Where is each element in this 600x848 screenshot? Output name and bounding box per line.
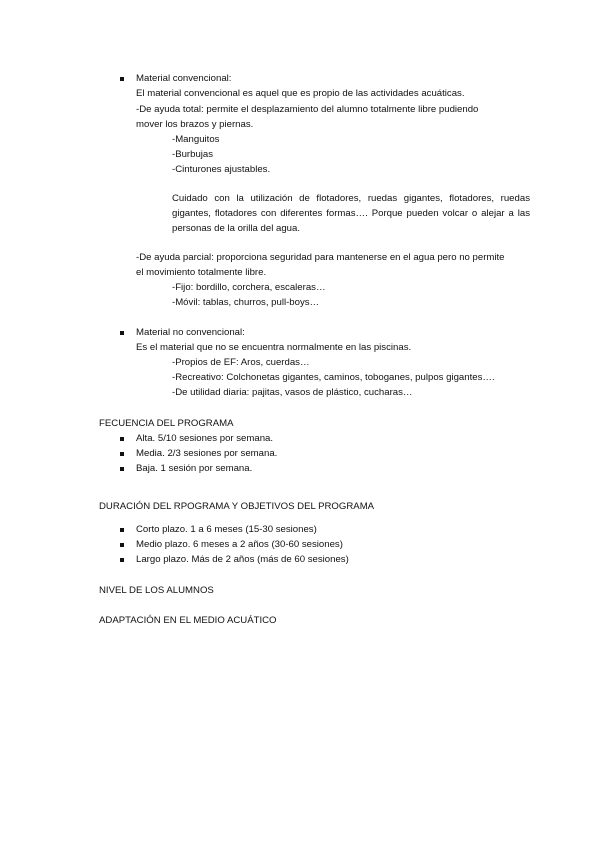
bullet (120, 528, 124, 532)
ayuda-parcial-item: -Móvil: tablas, churros, pull-boys… (172, 297, 320, 308)
bullet (120, 452, 124, 456)
section-heading: DURACIÓN DEL RPOGRAMA Y OBJETIVOS DEL PROGRAMA (99, 501, 375, 512)
warning-paragraph: Cuidado con la utilización de flotadores, ruedas gigantes, flotadores, ruedas gigantes, flotadores con diferentes formas…. Porque pueden volcar o alejar a las personas de la orilla del agua. (172, 193, 530, 234)
section-heading: ADAPTACIÓN EN EL MEDIO ACUÁTICO (99, 615, 277, 626)
ayuda-total-item: -Manguitos (172, 134, 220, 145)
frecuencia-item: Baja. 1 sesión por semana. (136, 463, 253, 474)
ayuda-parcial-line1: -De ayuda parcial: proporciona seguridad para mantenerse en el agua pero no permite (136, 252, 505, 263)
duracion-item: Corto plazo. 1 a 6 meses (15-30 sesiones) (136, 524, 317, 535)
material-no-convencional-title: Material no convencional: (136, 327, 245, 338)
duracion-item: Medio plazo. 6 meses a 2 años (30-60 sesiones) (136, 539, 343, 550)
no-convencional-item: -De utilidad diaria: pajitas, vasos de plástico, cucharas… (172, 387, 413, 398)
material-no-convencional-definition: Es el material que no se encuentra normalmente en las piscinas. (136, 342, 412, 353)
section-heading: FECUENCIA DEL PROGRAMA (99, 418, 234, 429)
bullet (120, 331, 124, 335)
duracion-item: Largo plazo. Más de 2 años (más de 60 sesiones) (136, 554, 349, 565)
no-convencional-item: -Propios de EF: Aros, cuerdas… (172, 357, 310, 368)
ayuda-total-line2: mover los brazos y piernas. (136, 119, 254, 130)
section-heading: NIVEL DE LOS ALUMNOS (99, 585, 214, 596)
bullet (120, 543, 124, 547)
no-convencional-item: -Recreativo: Colchonetas gigantes, caminos, toboganes, pulpos gigantes…. (172, 372, 495, 383)
material-convencional-definition: El material convencional es aquel que es propio de las actividades acuáticas. (136, 88, 465, 99)
bullet (120, 558, 124, 562)
frecuencia-item: Media. 2/3 sesiones por semana. (136, 448, 278, 459)
bullet (120, 467, 124, 471)
frecuencia-item: Alta. 5/10 sesiones por semana. (136, 433, 274, 444)
bullet (120, 437, 124, 441)
bullet (120, 77, 124, 81)
ayuda-total-item: -Cinturones ajustables. (172, 164, 271, 175)
ayuda-parcial-line2: el movimiento totalmente libre. (136, 267, 267, 278)
ayuda-total-item: -Burbujas (172, 149, 214, 160)
ayuda-parcial-item: -Fijo: bordillo, corchera, escaleras… (172, 282, 326, 293)
ayuda-total-line1: -De ayuda total: permite el desplazamiento del alumno totalmente libre pudiendo (136, 104, 479, 115)
material-convencional-title: Material convencional: (136, 73, 232, 84)
